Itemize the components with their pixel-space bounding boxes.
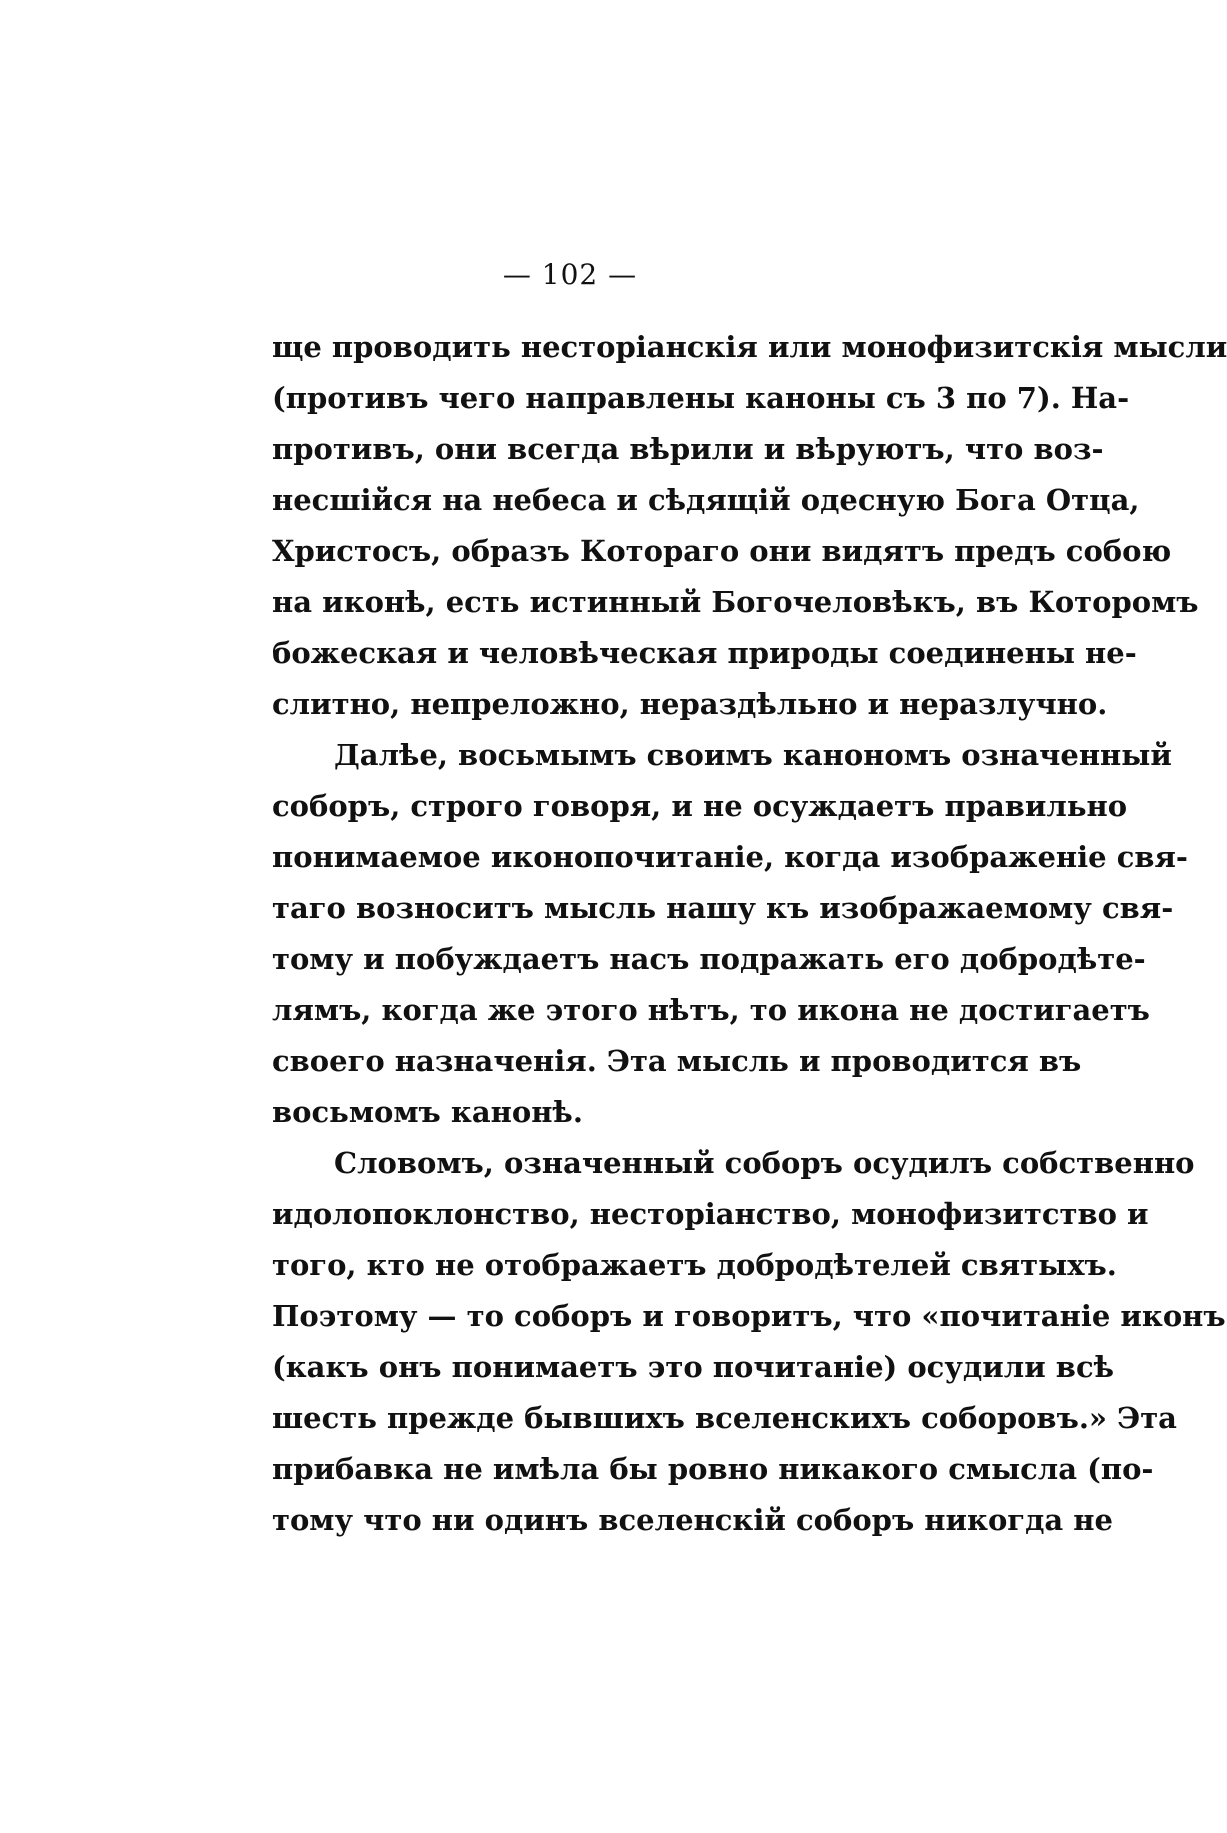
text-line: идолопоклонство, несторіанство, монофизитство и — [272, 1197, 1149, 1231]
text-line: (какъ онъ понимаетъ это почитаніе) осудили всѣ — [272, 1350, 1114, 1384]
text-line: соборъ, строго говоря, и не осуждаетъ правильно — [272, 789, 1128, 823]
text-line: прибавка не имѣла бы ровно никакого смысла (по- — [272, 1452, 1154, 1486]
text-line: понимаемое иконопочитаніе, когда изображеніе свя- — [272, 840, 1188, 874]
text-line: несшійся на небеса и сѣдящій одесную Бога Отца, — [272, 483, 1140, 517]
text-line: божеская и человѣческая природы соединены не- — [272, 636, 1137, 670]
page-number: — 102 — — [502, 258, 638, 291]
text-line: Поэтому — то соборъ и говоритъ, что «почитаніе иконъ — [272, 1299, 1226, 1333]
paragraph-1 — [272, 322, 1227, 730]
text-line: Далѣе, восьмымъ своимъ канономъ означенный — [334, 738, 1172, 772]
text-line: на иконѣ, есть истинный Богочеловѣкъ, въ Которомъ — [272, 585, 1199, 619]
text-line: ще проводить несторіанскія или монофизитскія мысли — [272, 330, 1227, 364]
text-line: шесть прежде бывшихъ вселенскихъ соборовъ.» Эта — [272, 1401, 1177, 1435]
text-line: тому и побуждаетъ насъ подражать его добродѣте- — [272, 942, 1146, 976]
paragraph-3 — [272, 1138, 1226, 1546]
body-text — [272, 322, 1227, 1546]
text-line: восьмомъ канонѣ. — [272, 1095, 583, 1129]
text-line: тому что ни одинъ вселенскій соборъ никогда не — [272, 1503, 1113, 1537]
text-line: таго возноситъ мысль нашу къ изображаемому свя- — [272, 891, 1174, 925]
text-line: Христосъ, образъ Котораго они видятъ предъ собою — [272, 534, 1172, 568]
text-line: того, кто не отображаетъ добродѣтелей святыхъ. — [272, 1248, 1117, 1282]
text-line: слитно, непреложно, нераздѣльно и неразлучно. — [272, 687, 1108, 721]
paragraph-2 — [272, 730, 1188, 1138]
text-line: Словомъ, означенный соборъ осудилъ собственно — [334, 1146, 1195, 1180]
text-line: лямъ, когда же этого нѣтъ, то икона не достигаетъ — [272, 993, 1150, 1027]
text-line: (противъ чего направлены каноны съ 3 по 7). На- — [272, 381, 1130, 415]
text-line: противъ, они всегда вѣрили и вѣруютъ, что воз- — [272, 432, 1104, 466]
text-line: своего назначенія. Эта мысль и проводится въ — [272, 1044, 1082, 1078]
